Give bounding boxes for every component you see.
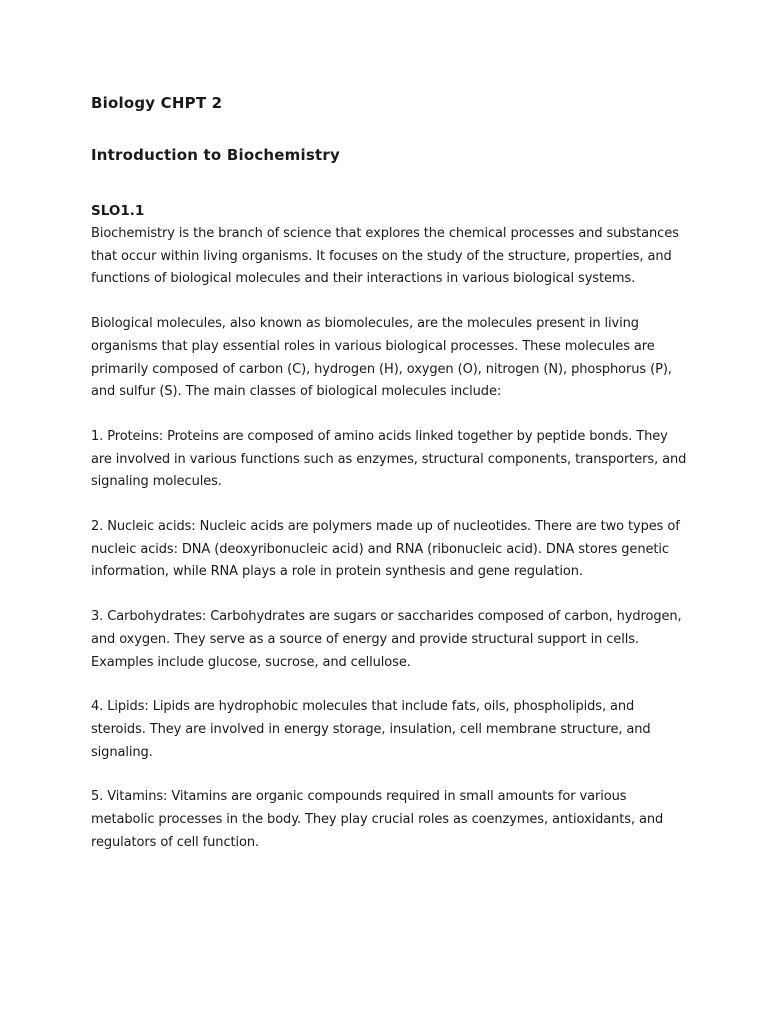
- list-item-lipids: 4. Lipids: Lipids are hydrophobic molecules that include fats, oils, phospholipids, and steroids. They are involved in energy storage, insulation, cell membrane structure, and signaling.: [91, 699, 651, 760]
- paragraph-intro: Biochemistry is the branch of science that explores the chemical processes and substances that occur within living organisms. It focuses on the study of the structure, properties, and functions of biological molecules and their interactions in various biological systems.: [91, 226, 679, 287]
- document-subtitle: Introduction to Biochemistry: [91, 146, 340, 164]
- document-body: [91, 200, 691, 876]
- list-item-nucleic-acids: 2. Nucleic acids: Nucleic acids are polymers made up of nucleotides. There are two types of nucleic acids: DNA (deoxyribonucleic acid) and RNA (ribonucleic acid). DNA stores genetic information, while RNA plays a role in protein synthesis and gene regulation.: [91, 519, 680, 580]
- list-item-carbohydrates: 3. Carbohydrates: Carbohydrates are sugars or saccharides composed of carbon, hydrogen, and oxygen. They serve as a source of energy and provide structural support in cells. Examples include glucose, sucrose, and cellulose.: [91, 609, 682, 670]
- slo-heading: SLO1.1: [91, 203, 145, 219]
- paragraph-biomolecules: Biological molecules, also known as biomolecules, are the molecules present in living organisms that play essential roles in various biological processes. These molecules are primarily composed of carbon (C), hydrogen (H), oxygen (O), nitrogen (N), phosphorus (P), and sulfur (S). The main classes of biological molecules include:: [91, 316, 672, 400]
- list-item-proteins: 1. Proteins: Proteins are composed of amino acids linked together by peptide bonds. They are involved in various functions such as enzymes, structural components, transporters, and signaling molecules.: [91, 428, 687, 490]
- document-title: Biology CHPT 2: [91, 94, 223, 112]
- list-item-vitamins: 5. Vitamins: Vitamins are organic compounds required in small amounts for various metabolic processes in the body. They play crucial roles as coenzymes, antioxidants, and regulators of cell function.: [91, 789, 664, 850]
